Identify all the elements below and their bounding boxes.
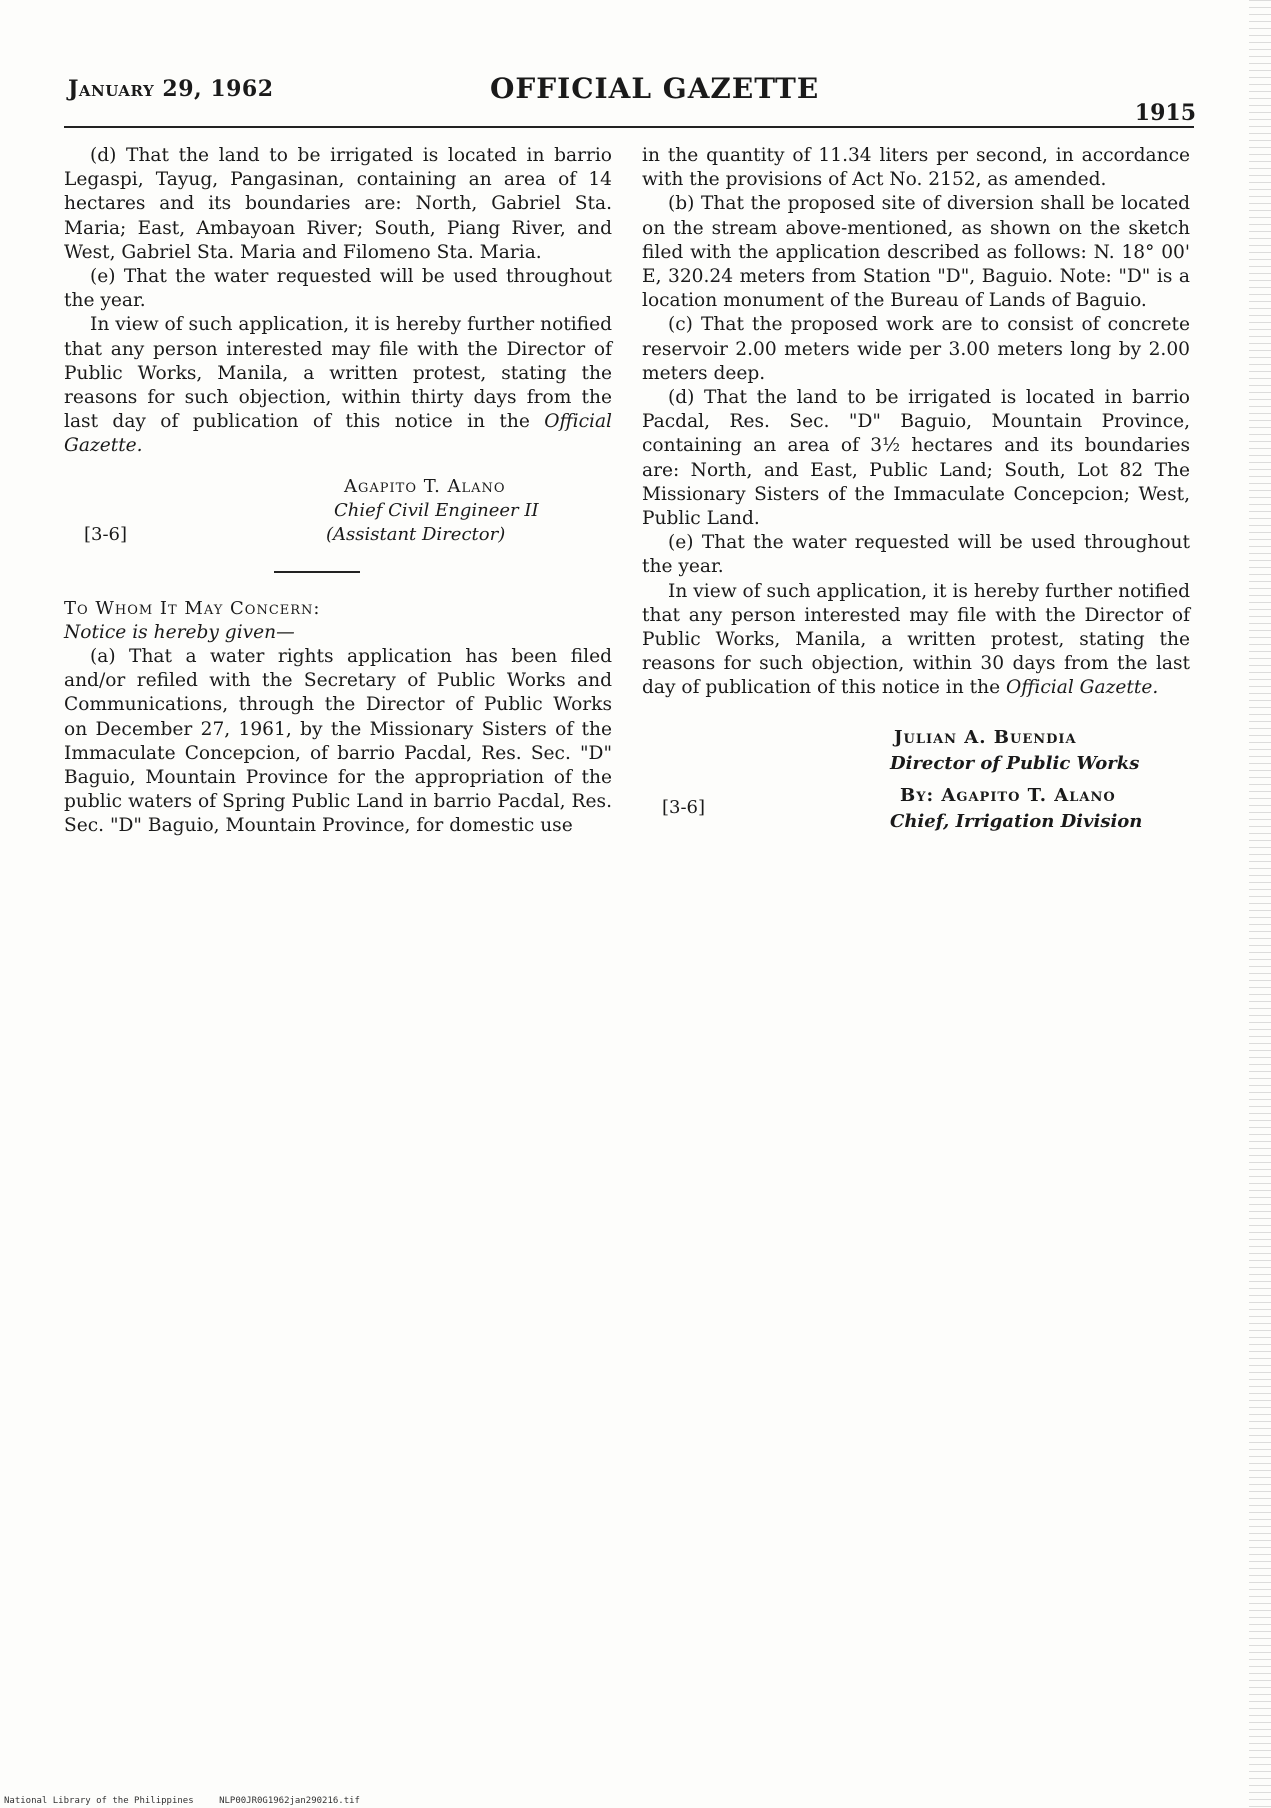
right-paragraph-d: (d) That the land to be irrigated is located in barrio Pacdal, Res. Sec. "D" Baguio, Mountain Province, containing an area of 3½ hectares and its boundaries are: North, and East, Public Land; South, Lot 82 The Missionary Sisters of the Immaculate Concepcion; West, Public Land. bbox=[642, 387, 1190, 530]
right-view-italic: Official Gazette. bbox=[1006, 677, 1159, 699]
right-signature-name: Julian A. Buendia bbox=[894, 726, 1077, 748]
footer-library: National Library of the Philippines bbox=[4, 1796, 194, 1806]
right-signature-block bbox=[642, 725, 1190, 835]
left-signature-subtitle: (Assistant Director) bbox=[326, 523, 506, 545]
notice-divider bbox=[274, 571, 360, 573]
left-paragraph-e: (e) That the water requested will be used throughout the year. bbox=[64, 266, 612, 312]
header-rule bbox=[64, 126, 1194, 128]
left-paragraph-d: (d) That the land to be irrigated is located in barrio Legaspi, Tayug, Pangasinan, containing an area of 14 hectares and its boundaries are: North, Gabriel Sta. Maria; East, Ambayoan River; South, Piang River, and West, Gabriel Sta. Maria and Filomeno Sta. Maria. bbox=[64, 145, 612, 263]
salutation: To Whom It May Concern: bbox=[64, 597, 321, 619]
right-signature-title: Director of Public Works bbox=[890, 752, 1140, 774]
right-paragraph-c: (c) That the proposed work are to consist of concrete reservoir 2.00 meters wide per 3.00 meters long by 2.00 meters deep. bbox=[642, 314, 1190, 384]
left-paragraph-a: (a) That a water rights application has been filed and/or refiled with the Secretary of Public Works and Communications, through the Director of Public Works on December 27, 1961, by the Missionary Sisters of the Immaculate Concepcion, of barrio Pacdal, Res. Sec. "D" Baguio, Mountain Province for the appropriation of the public waters of Spring Public Land in barrio Pacdal, Res. Sec. "D" Baguio, Mountain Province, for domestic use bbox=[64, 646, 612, 837]
footer-file: NLP00JR0G1962jan290216.tif bbox=[219, 1796, 360, 1806]
right-paragraph-e: (e) That the water requested will be used throughout the year. bbox=[642, 532, 1190, 578]
right-paragraph-continued: in the quantity of 11.34 liters per second, in accordance with the provisions of Act No. 2152, as amended. bbox=[642, 145, 1190, 191]
header-date: January 29, 1962 bbox=[68, 76, 274, 102]
left-paragraph-view bbox=[64, 313, 612, 458]
left-column bbox=[64, 144, 612, 839]
left-signature-title: Chief Civil Engineer II bbox=[334, 499, 539, 521]
right-column bbox=[642, 144, 1190, 835]
left-signature-name: Agapito T. Alano bbox=[344, 475, 506, 497]
header-page-number: 1915 bbox=[1134, 100, 1196, 126]
right-paragraph-view bbox=[642, 580, 1190, 701]
left-reference: [3-6] bbox=[84, 523, 128, 545]
right-signature-by: By: Agapito T. Alano bbox=[900, 784, 1116, 806]
left-signature-block bbox=[64, 475, 612, 551]
scan-edge-noise bbox=[1249, 0, 1271, 1808]
right-reference: [3-6] bbox=[662, 796, 706, 818]
right-signature-division: Chief, Irrigation Division bbox=[890, 810, 1143, 832]
page-header bbox=[68, 72, 1196, 126]
right-paragraph-b: (b) That the proposed site of diversion shall be located on the stream above-mentioned, as shown on the sketch filed with the application described as follows: N. 18° 00' E, 320.24 meters from Station "D", Baguio. Note: "D" is a location monument of the Bureau of Lands of Baguio. bbox=[642, 193, 1190, 312]
header-title: OFFICIAL GAZETTE bbox=[490, 72, 820, 105]
notice-given: Notice is hereby given— bbox=[64, 621, 295, 643]
scan-footer bbox=[4, 1796, 380, 1806]
left-view-text: In view of such application, it is hereby further notified that any person interested may file with the Director of Public Works, Manila, a written protest, stating the reasons for such objection, within thirty days from the last day of publication of this notice in the bbox=[64, 314, 612, 433]
right-view-text: In view of such application, it is hereby further notified that any person interested may file with the Director of Public Works, Manila, a written protest, stating the reasons for such objection, within 30 days from the last day of publication of this notice in the bbox=[642, 580, 1190, 699]
left-view-italic: Official Gazette. bbox=[64, 411, 612, 457]
